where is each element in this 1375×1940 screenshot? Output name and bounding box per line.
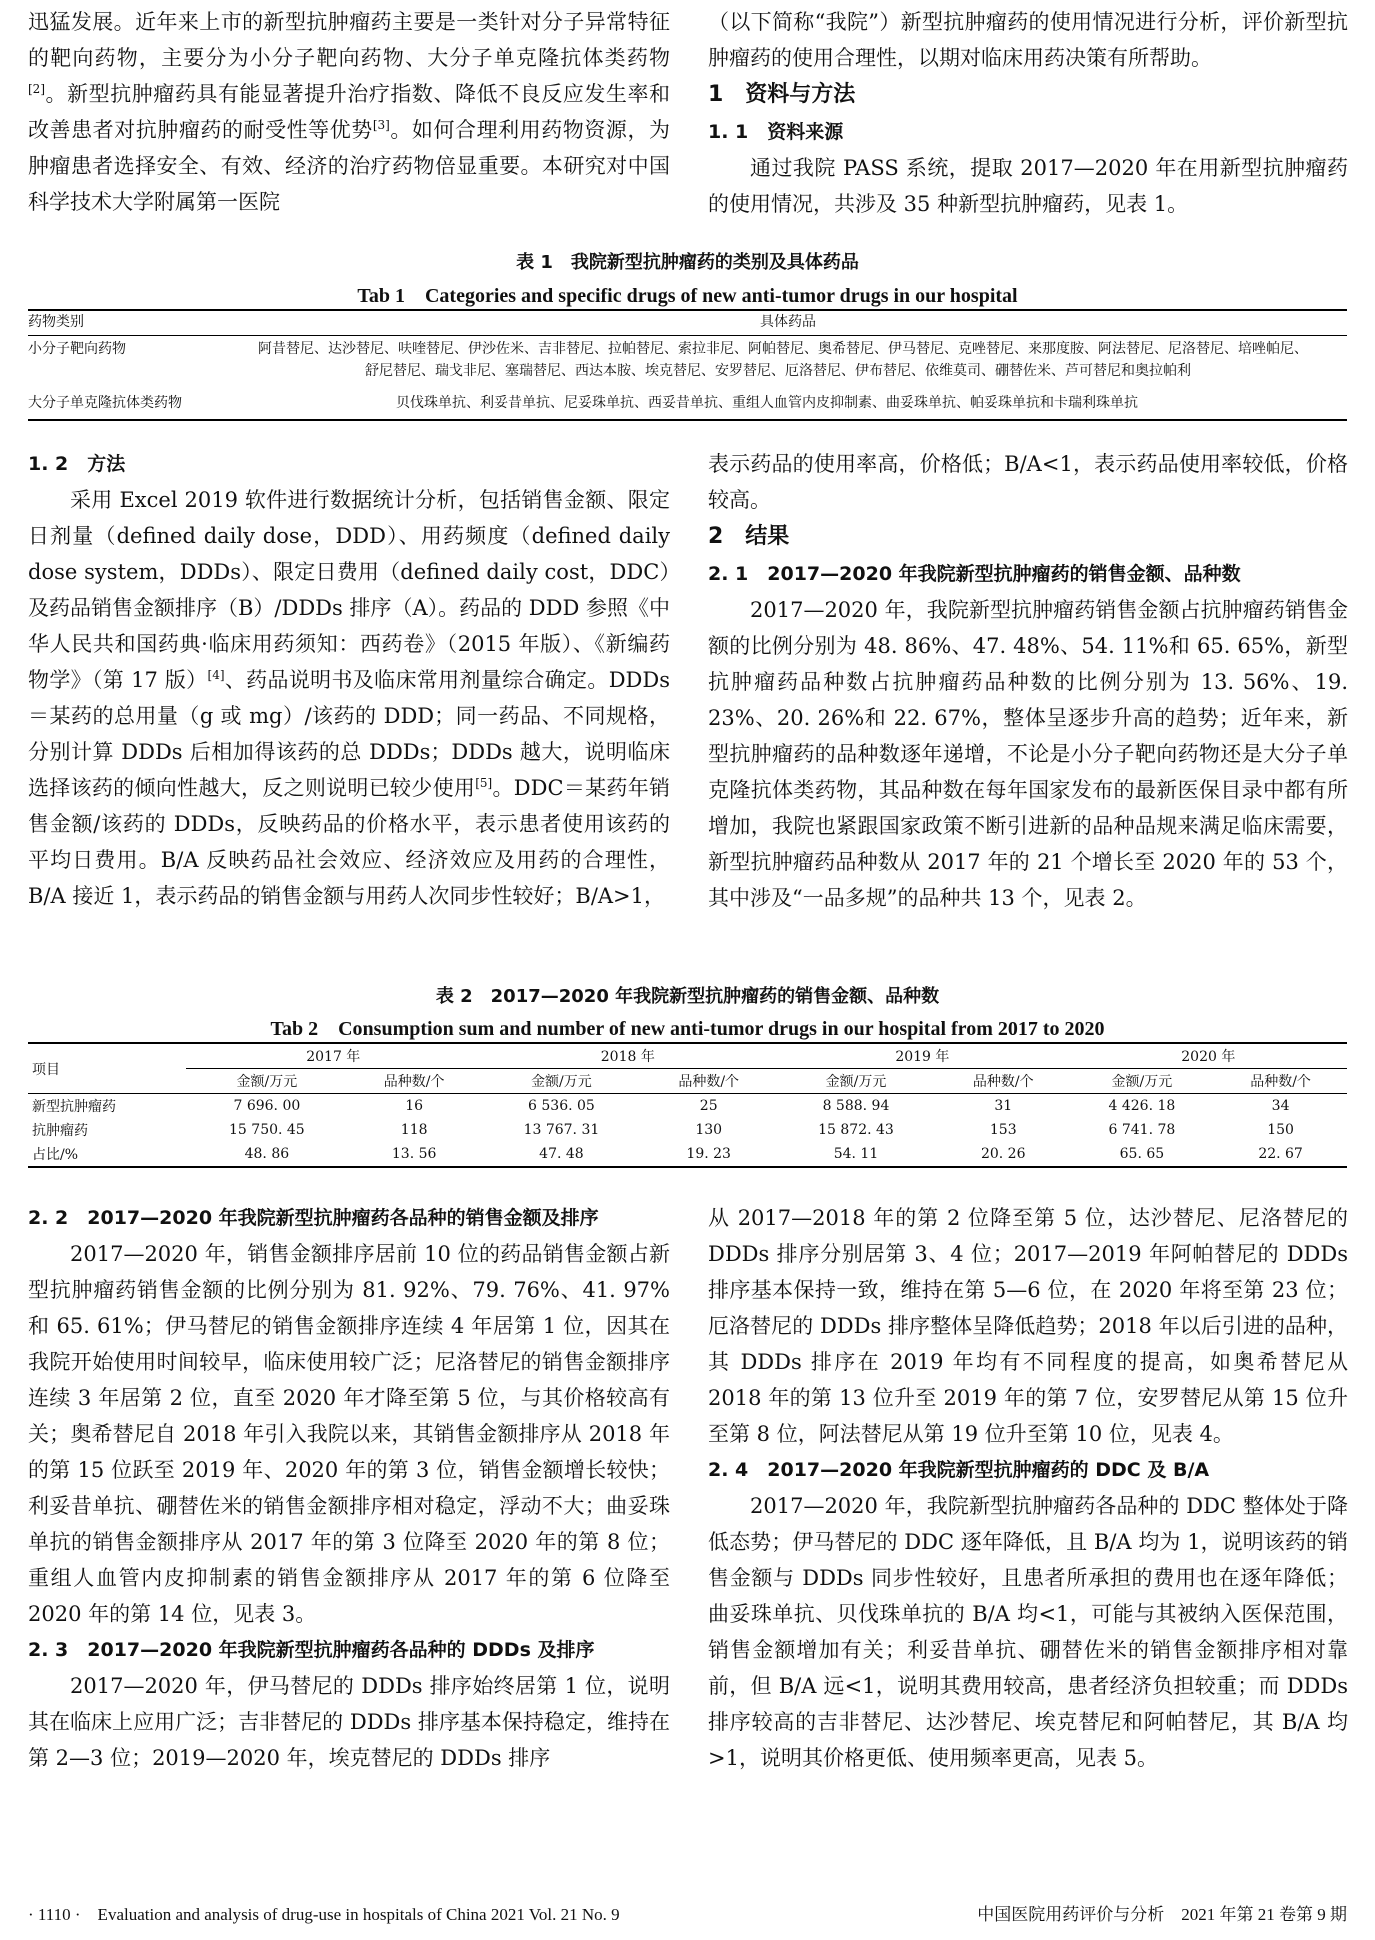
table2-count-header: 品种数/个 [383,1074,445,1090]
table2-cell: 22. 67 [1258,1146,1303,1162]
table2-cell: 4 426. 18 [1108,1098,1176,1114]
methods-continuation: 表示药品的使用率高，价格低；B/A<1，表示药品使用率较低，价格较高。 [708,452,1348,512]
table2-cell: 65. 65 [1119,1146,1165,1162]
intro-continuation: （以下简称“我院”）新型抗肿瘤药的使用情况进行分析，评价新型抗肿瘤药的使用合理性，以期对临床用药决策有所帮助。 [708,10,1348,70]
table2-item-header: 项目 [32,1061,60,1078]
table2 [28,1042,1347,1168]
table2-cell: 118 [400,1122,428,1138]
intro-right-column [708,4,1348,222]
table2-cell: 19. 23 [686,1146,731,1162]
intro-left-column [28,4,670,220]
table2-amount-header: 金额/万元 [825,1074,887,1090]
section-1-1-text: 通过我院 PASS 系统，提取 2017—2020 年在用新型抗肿瘤药的使用情况，共涉及 35 种新型抗肿瘤药，见表 1。 [708,156,1348,216]
table2-cell: 7 696. 00 [233,1098,301,1114]
table2-amount-header: 金额/万元 [236,1074,298,1090]
table2-cell: 54. 11 [833,1146,879,1162]
table2-cell: 13. 56 [391,1146,437,1162]
table-row [28,1142,1347,1167]
table2-year-header: 2017 年 [186,1043,481,1069]
table1-row-category: 大分子单克隆抗体类药物 [28,395,182,411]
section-2-2-text: 2017—2020 年，销售金额排序居前 10 位的药品销售金额占新型抗肿瘤药销售金额的比例分别为 81. 92%、79. 76%、41. 97%和 65. 61%；伊马替尼的销售金额排序连续 4 年居第 1 位，因其在我院开始使用时间较早，临床使用较广泛；尼洛替尼的销售金额排序连续 3 年居第 2 位，直至 2020 年才降至第 5 位，与其价格较高有关；奥希替尼自 2018 年引入我院以来，其销售金额排序从 2018 年的第 15 位跃至 2019 年、2020 年的第 3 位，销售金额增长较快；利妥昔单抗、硼替佐米的销售金额排序相对稳定，浮动不大；曲妥珠单抗的销售金额排序从 2017 年的第 3 位降至 2020 年的第 8 位；重组人血管内皮抑制素的销售金额排序从 2017 年的第 6 位降至 2020 年的第 14 位，见表 3。 [28,1242,670,1626]
table2-row-label: 占比/% [32,1147,79,1163]
table1-caption-cn: 表 1 我院新型抗肿瘤药的类别及具体药品 [516,252,859,273]
table2-cell: 6 741. 78 [1108,1122,1176,1138]
citation-ref: [5] [475,776,493,790]
table2-cell: 31 [994,1098,1013,1114]
section-1-heading: 1 资料与方法 [708,82,856,107]
table2-year-header: 2020 年 [1070,1043,1347,1069]
table2-amount-header: 金额/万元 [1111,1074,1173,1090]
table1-row-category: 小分子靶向药物 [28,341,126,357]
citation-ref: [3] [372,118,390,132]
section-1-2-heading: 1. 2 方法 [28,453,126,475]
table2-count-header: 品种数/个 [678,1074,740,1090]
table1-col-drugs: 具体药品 [760,314,816,330]
table2-row-label: 新型抗肿瘤药 [32,1099,116,1115]
table2-year-header: 2019 年 [775,1043,1070,1069]
table2-count-header: 品种数/个 [1250,1074,1311,1090]
section-2-3-text: 2017—2020 年，伊马替尼的 DDDs 排序始终居第 1 位，说明其在临床上应用广泛；吉非替尼的 DDDs 排序基本保持稳定，维持在第 2—3 位；2019—2020 年，埃克替尼的 DDDs 排序 [28,1674,670,1770]
section-2-heading: 2 结果 [708,524,790,549]
section-2-1-text: 2017—2020 年，我院新型抗肿瘤药销售金额占抗肿瘤药销售金额的比例分别为 48. 86%、47. 48%、54. 11%和 65. 65%，新型抗肿瘤药品种数占抗肿瘤药品种数的比例分别为 13. 56%、19. 23%、20. 26%和 22. 67%，整体呈逐步升高的趋势；近年来，新型抗肿瘤药的品种数逐年递增，不论是小分子靶向药物还是大分子单克隆抗体类药物，其品种数在每年国家发布的最新医保目录中都有所增加，我院也紧跟国家政策不断引进新的品种品规来满足临床需要，新型抗肿瘤药品种数从 2017 年的 21 个增长至 2020 年的 53 个，其中涉及“一品多规”的品种共 13 个，见表 2。 [708,598,1348,910]
table1-col-category: 药物类别 [28,314,84,330]
citation-ref: [4] [207,668,225,682]
methods-left-column [28,446,670,914]
table1-mid-rule [28,335,1347,336]
table2-row-label: 抗肿瘤药 [32,1123,88,1139]
table-row [28,1094,1347,1119]
table2-year-header: 2018 年 [481,1043,776,1069]
table2-cell: 8 588. 94 [822,1098,890,1114]
section-2-4-text: 2017—2020 年，我院新型抗肿瘤药各品种的 DDC 整体处于降低态势；伊马替尼的 DDC 逐年降低，且 B/A 均为 1，说明该药的销售金额与 DDDs 同步性较好，且患者所承担的费用也在逐年降低；曲妥珠单抗、贝伐珠单抗的 B/A 均<1，可能与其被纳入医保范围，销售金额增加有关；利妥昔单抗、硼替佐米的销售金额排序相对靠前，但 B/A 远<1，说明其费用较高，患者经济负担较重；而 DDDs 排序较高的吉非替尼、达沙替尼、埃克替尼和阿帕替尼，其 B/A 均>1，说明其价格更低、使用频率更高，见表 5。 [708,1494,1348,1770]
results-right-bottom-column [708,1200,1348,1776]
table2-cell: 25 [699,1098,718,1114]
table2-cell: 15 872. 43 [818,1122,894,1138]
footer-right: 中国医院用药评价与分析 2021 年第 21 卷第 9 期 [977,1905,1347,1924]
table1-top-rule [28,309,1347,311]
table1-bottom-rule [28,419,1347,421]
section-2-1-heading: 2. 1 2017—2020 年我院新型抗肿瘤药的销售金额、品种数 [708,563,1241,585]
table2-cell: 6 536. 05 [528,1098,595,1114]
table2-cell: 153 [989,1122,1017,1138]
table1-caption-en: Tab 1 Categories and specific drugs of new anti-tumor drugs in our hospital [357,285,1018,307]
results-right-column [708,446,1348,916]
methods-paragraph: 采用 Excel 2019 软件进行数据统计分析，包括销售金额、限定日剂量（defined daily dose，DDD）、用药频度（defined daily dose system，DDDs）、限定日费用（defined daily cost，DDC）及药品销售金额排序（B）/DDDs 排序（A）。药品的 DDD 参照《中华人民共和国药典·临床用药须知：西药卷》（2015 年版）、《新编药物学》（第 17 版）[4]、药品说明书及临床常用剂量综合确定。DDDs＝某药的总用量（g 或 mg）/该药的 DDD；同一药品、不同规格，分别计算 DDDs 后相加得该药的总 DDDs；DDDs 越大，说明临床选择该药的倾向性越大，反之则说明已较少使用[5]。DDC＝某药年销售金额/该药的 DDDs，反映药品的价格水平，表示患者使用该药的平均日费用。B/A 反映药品社会效应、经济效应及用药的合理性，B/A 接近 1，表示药品的销售金额与用药人次同步性较好；B/A>1， [28,488,670,908]
table2-cell: 48. 86 [244,1146,290,1162]
table2-cell: 47. 48 [539,1146,584,1162]
table2-cell: 15 750. 45 [229,1122,305,1138]
section-1-1-heading: 1. 1 资料来源 [708,121,844,143]
section-2-4-heading: 2. 4 2017—2020 年我院新型抗肿瘤药的 DDC 及 B/A [708,1459,1210,1481]
table2-cell: 13 767. 31 [523,1122,600,1138]
table2-amount-header: 金额/万元 [531,1074,592,1090]
footer-left: · 1110 · Evaluation and analysis of drug-use in hospitals of China 2021 Vol. 21 No. 9 [28,1905,620,1924]
results-left-column [28,1200,670,1776]
table-row [28,1118,1347,1142]
section-2-3-continuation: 从 2017—2018 年的第 2 位降至第 5 位，达沙替尼、尼洛替尼的 DDDs 排序分别居第 3、4 位；2017—2019 年阿帕替尼的 DDDs 排序基本保持一致，维持在第 5—6 位，在 2020 年将至第 23 位；厄洛替尼的 DDDs 排序整体呈降低趋势；2018 年以后引进的品种，其 DDDs 排序在 2019 年均有不同程度的提高，如奥希替尼从 2018 年的第 13 位升至 2019 年的第 7 位，安罗替尼从第 15 位升至第 8 位，阿法替尼从第 19 位升至第 10 位，见表 4。 [708,1206,1348,1446]
table1-row-drugs: 舒尼替尼、瑞戈非尼、塞瑞替尼、西达本胺、埃克替尼、安罗替尼、厄洛替尼、伊布替尼、依维莫司、硼替佐米、芦可替尼和奥拉帕利 [365,363,1191,379]
table2-cell: 130 [695,1122,723,1138]
section-2-2-heading: 2. 2 2017—2020 年我院新型抗肿瘤药各品种的销售金额及排序 [28,1207,599,1229]
citation-ref: [2] [28,82,45,96]
table2-cell: 34 [1271,1098,1290,1114]
section-2-3-heading: 2. 3 2017—2020 年我院新型抗肿瘤药各品种的 DDDs 及排序 [28,1639,595,1661]
intro-paragraph: 迅猛发展。近年来上市的新型抗肿瘤药主要是一类针对分子异常特征的靶向药物，主要分为小分子靶向药物、大分子单克隆抗体类药物[2]。新型抗肿瘤药具有能显著提升治疗指数、降低不良反应发生率和改善患者对抗肿瘤药的耐受性等优势[3]。如何合理利用药物资源，为肿瘤患者选择安全、有效、经济的治疗药物倍显重要。本研究对中国科学技术大学附属第一医院 [28,10,670,214]
table2-count-header: 品种数/个 [972,1074,1034,1090]
table1-row-drugs: 贝伐珠单抗、利妥昔单抗、尼妥珠单抗、西妥昔单抗、重组人血管内皮抑制素、曲妥珠单抗、帕妥珠单抗和卡瑞利珠单抗 [396,395,1138,411]
table2-caption-en: Tab 2 Consumption sum and number of new anti-tumor drugs in our hospital from 2017 to 2020 [270,1018,1105,1040]
table2-cell: 150 [1267,1122,1294,1138]
table2-caption-cn: 表 2 2017—2020 年我院新型抗肿瘤药的销售金额、品种数 [435,986,940,1007]
table2-cell: 20. 26 [980,1146,1026,1162]
table1-row-drugs: 阿昔替尼、达沙替尼、呋喹替尼、伊沙佐米、吉非替尼、拉帕替尼、索拉非尼、阿帕替尼、奥希替尼、伊马替尼、克唑替尼、来那度胺、阿法替尼、尼洛替尼、培唑帕尼、 [258,341,1308,357]
table2-cell: 16 [405,1098,424,1114]
